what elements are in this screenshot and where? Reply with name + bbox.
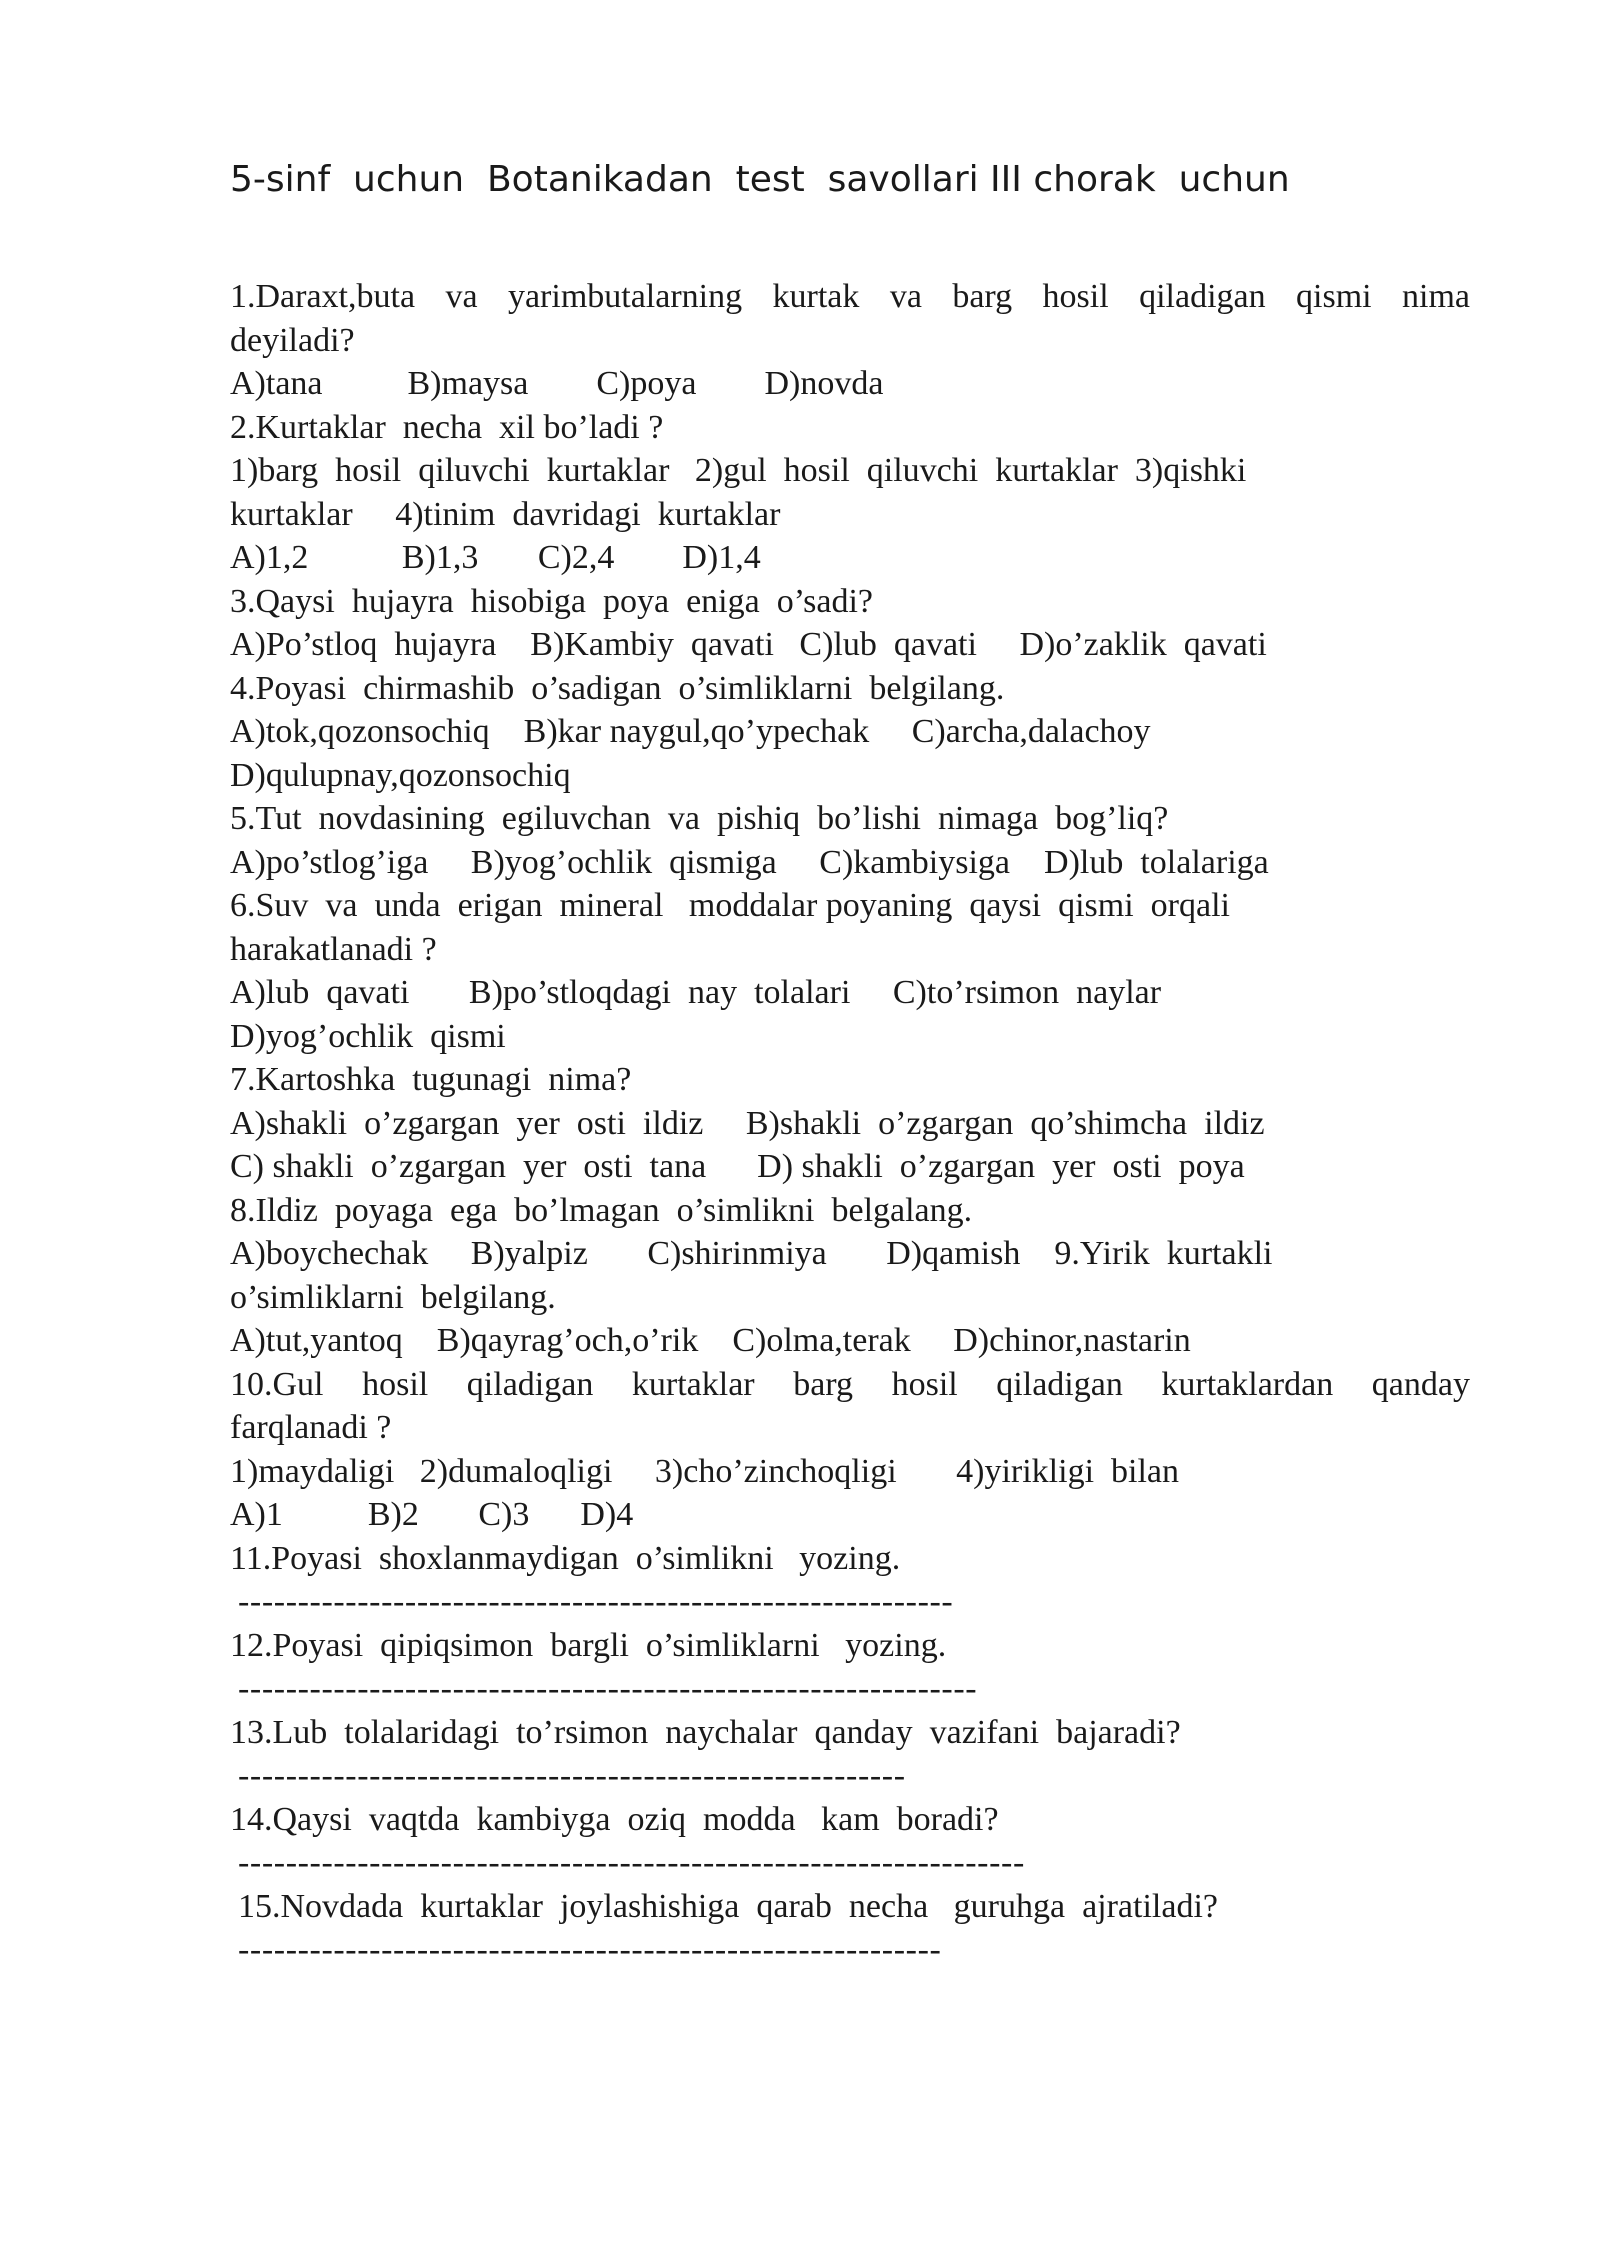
question-15: 15.Novdada kurtaklar joylashishiga qarab necha guruhga ajratiladi? [238,1887,1218,1925]
question-7-options-line-2: C) shakli o’zgargan yer osti tana D) shakli o’zgargan yer osti poya [230,1148,1245,1185]
question-6-options-line-2: D)yog’ochlik qismi [230,1017,506,1055]
question-5-options: A)po’stlog’iga B)yog’ochlik qismiga C)kambiysiga D)lub tolalariga [230,843,1269,881]
test-questions [230,275,1470,1972]
question-1-line-1: 1.Daraxt,buta va yarimbutalarning kurtak va barg hosil qiladigan qismi nima [230,278,1470,315]
answer-line-13: -------------------------------------------------------- [238,1757,906,1794]
question-3-options: A)Po’stloq hujayra B)Kambiy qavati C)lub qavati D)o’zaklik qavati [230,626,1267,663]
question-9-line-2: o’simliklarni belgilang. [230,1278,556,1316]
question-4-options-line-1: A)tok,qozonsochiq B)kar naygul,qo’ypechak C)archa,dalachoy [230,713,1151,750]
question-1-options: A)tana B)maysa C)poya D)novda [230,365,884,402]
question-9-options: A)tut,yantoq B)qayrag’och,o’rik C)olma,terak D)chinor,nastarin [230,1322,1191,1359]
question-5: 5.Tut novdasining egiluvchan va pishiq bo’lishi nimaga bog’liq? [230,800,1169,837]
question-2-options: A)1,2 B)1,3 C)2,4 D)1,4 [230,539,761,576]
question-4: 4.Poyasi chirmashib o’sadigan o’simliklarni belgilang. [230,669,1005,707]
question-8: 8.Ildiz poyaga ega bo’lmagan o’simlikni belgalang. [230,1191,973,1229]
answer-line-15: ----------------------------------------------------------- [238,1931,942,1968]
question-2-items-line-1: 1)barg hosil qiluvchi kurtaklar 2)gul hosil qiluvchi kurtaklar 3)qishki [230,452,1247,489]
page-title: 5-sinf uchun Botanikadan test savollari III chorak uchun [230,159,1290,200]
question-2-items-line-2: kurtaklar 4)tinim davridagi kurtaklar [230,495,781,533]
question-10-options: A)1 B)2 C)3 D)4 [230,1496,634,1533]
question-10-line-2: farqlanadi ? [230,1409,392,1446]
answer-line-12: -------------------------------------------------------------- [238,1670,978,1707]
question-7: 7.Kartoshka tugunagi nima? [230,1061,632,1098]
question-11: 11.Poyasi shoxlanmaydigan o’simlikni yozing. [230,1539,901,1577]
question-6-line-2: harakatlanadi ? [230,930,437,968]
question-12: 12.Poyasi qipiqsimon bargli o’simliklarni yozing. [230,1626,947,1664]
question-6-line-1: 6.Suv va unda erigan mineral moddalar poyaning qaysi qismi orqali [230,887,1230,924]
answer-line-11: ------------------------------------------------------------ [238,1583,954,1620]
question-4-options-line-2: D)qulupnay,qozonsochiq [230,756,571,794]
question-8-options: A)boychechak B)yalpiz C)shirinmiya D)qamish 9.Yirik kurtakli [230,1235,1273,1272]
question-7-options-line-1: A)shakli o’zgargan yer osti ildiz B)shakli o’zgargan qo’shimcha ildiz [230,1104,1265,1142]
question-13: 13.Lub tolalaridagi to’rsimon naychalar qanday vazifani bajaradi? [230,1713,1181,1751]
question-2: 2.Kurtaklar necha xil bo’ladi ? [230,408,664,446]
question-10-line-1: 10.Gul hosil qiladigan kurtaklar barg hosil qiladigan kurtaklardan qanday [230,1365,1470,1403]
question-14: 14.Qaysi vaqtda kambiyga oziq modda kam boradi? [230,1800,999,1838]
answer-line-14: ------------------------------------------------------------------ [238,1844,1025,1881]
question-6-options-line-1: A)lub qavati B)po’stloqdagi nay tolalari C)to’rsimon naylar [230,974,1162,1011]
question-3: 3.Qaysi hujayra hisobiga poya eniga o’sadi? [230,582,874,620]
question-1-line-2: deyiladi? [230,321,355,359]
question-10-items: 1)maydaligi 2)dumaloqligi 3)cho’zinchoqligi 4)yirikligi bilan [230,1452,1179,1490]
